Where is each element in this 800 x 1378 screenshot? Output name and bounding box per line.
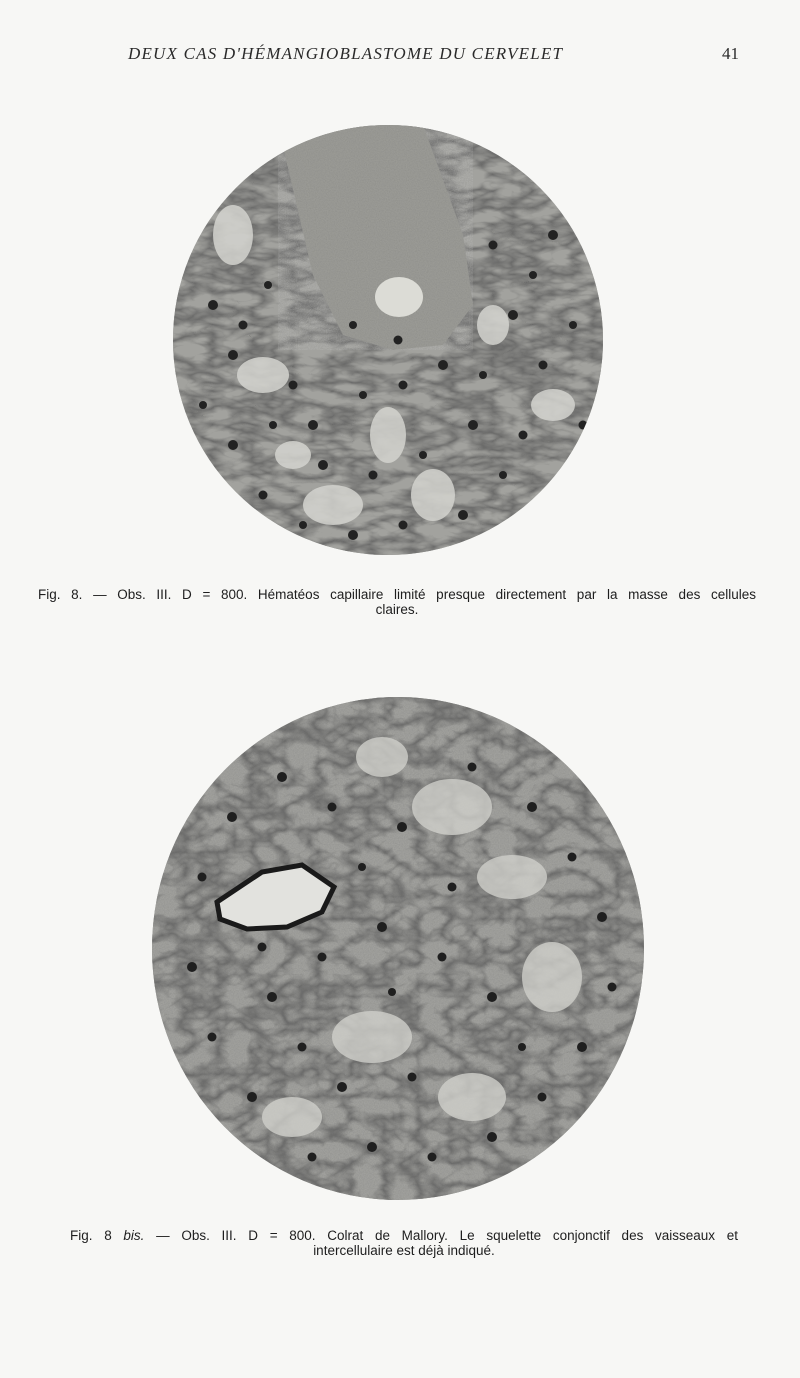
caption-italic: bis. (123, 1228, 145, 1243)
caption-rest: — Obs. III. D = 800. Colrat de Mallory. Le squelette conjonctif des vaisseaux et (144, 1228, 739, 1243)
figure-8-bis-caption-line-1 (70, 1228, 738, 1243)
micrograph-figure-8 (173, 125, 603, 555)
running-title: DEUX CAS D'HÉMANGIOBLASTOME DU CERVELET (128, 44, 564, 63)
figure-8-bis-caption-line-2: intercellulaire est déjà indiqué. (313, 1243, 495, 1258)
caption-prefix: Fig. 8 (70, 1228, 124, 1243)
page-number: 41 (722, 44, 739, 63)
figure-8-caption-line-1: Fig. 8. — Obs. III. D = 800. Hématéos capillaire limité presque directement par la masse des cellules (38, 587, 756, 602)
figure-8-bis-caption (70, 1228, 738, 1258)
figure-8-caption (38, 587, 756, 617)
micrograph-figure-8-bis (152, 697, 644, 1200)
figure-8-caption-line-2: claires. (375, 602, 419, 617)
